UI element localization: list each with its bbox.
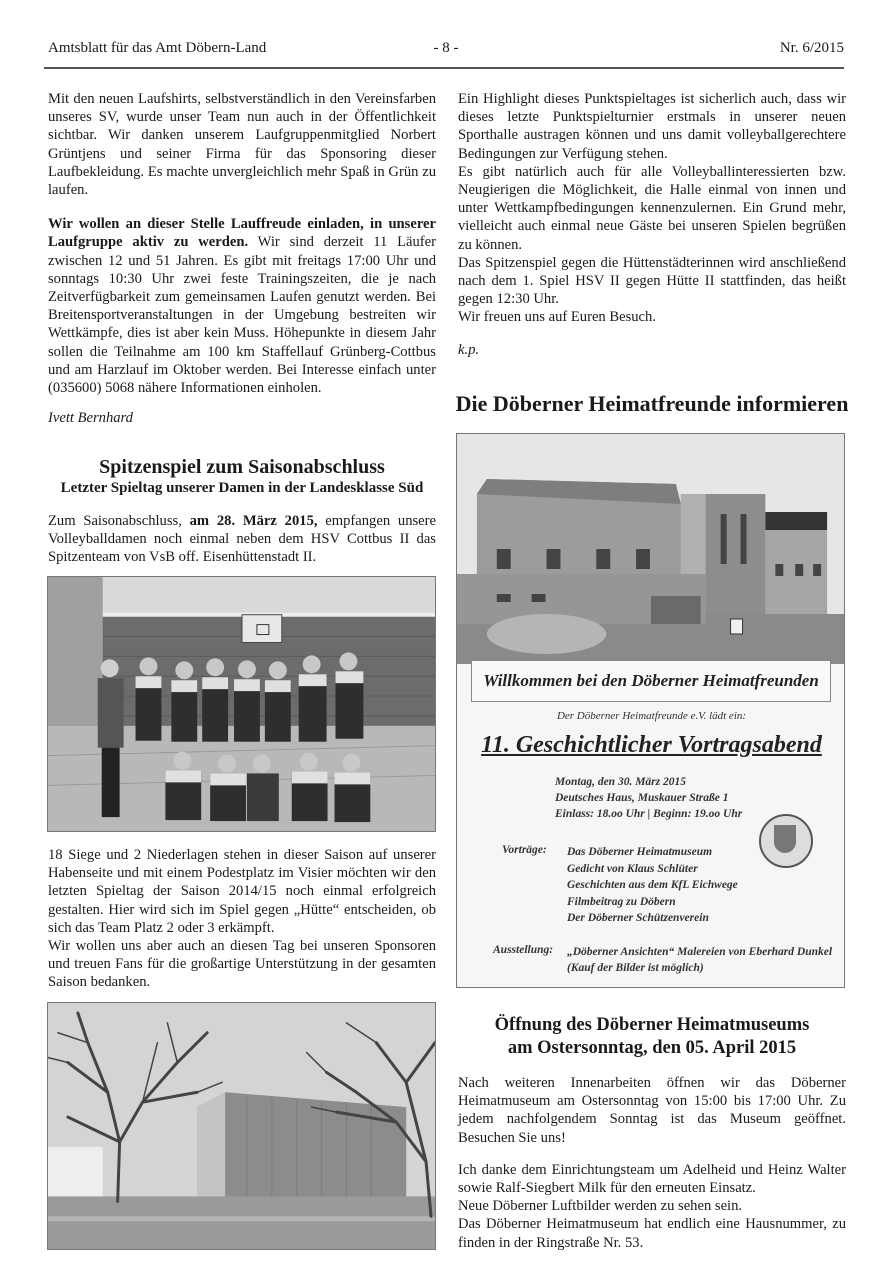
visitors-paragraph: Es gibt natürlich auch für alle Volleyballinteressierten bzw. Neugierigen die Möglichkeit, die Halle einmal von innen und unter Wettkampfbedingungen kennenzulernen. Ein Grund mehr, vielleicht auch einmal neue Gäste bei unseren Spielen begrüßen zu können. [458, 163, 846, 253]
article-subtitle: Letzter Spieltag unserer Damen in der Landesklasse Süd [60, 480, 424, 496]
section-title: Die Döberner Heimatfreunde informieren [455, 391, 849, 416]
flyer-talk: Filmbeitrag zu Döbern [567, 895, 676, 908]
flyer-talk: Gedicht von Klaus Schlüter [567, 862, 698, 875]
flyer-headline: 11. Geschichtlicher Vortragsabend [481, 732, 822, 758]
signature: Ivett Bernhard [48, 410, 133, 427]
intro-paragraph: Mit den neuen Laufshirts, selbstverständlich in den Vereinsfarben unseres SV, wurde unser Team nun auch in der Öffentlichkeit sichtbar. Wir danken unserem Laufgruppenmitglied Norbert Grüntjens und seiner Firma für das Sponsoring dieser Laufbekleidung. Es machte unvergleichlich mehr Spaß in Grün zu laufen. [48, 91, 436, 199]
flyer-talk: Geschichten aus dem KfL Eichwege [567, 879, 738, 891]
page-number: - 8 - [433, 40, 459, 56]
invite-paragraph [48, 215, 436, 397]
intro-start: Zum Saisonabschluss, [48, 513, 190, 529]
top-match-paragraph: Das Spitzenspiel gegen die Hüttenstädterinnen wird anschließend nach dem 1. Spiel HSV II gegen Hütte II stattfinden, das heißt gegen 12:30 Uhr. [458, 254, 846, 308]
museum-address-paragraph: Das Döberner Heimatmuseum hat endlich eine Hausnummer, zu finden in der Ringstraße Nr. 53. [458, 1216, 846, 1251]
museum-article [458, 1014, 846, 1252]
publication-title: Amtsblatt für das Amt Döbern-Land [48, 40, 267, 56]
flyer-exhibit-label: Ausstellung: [493, 944, 554, 956]
closing-line: Wir freuen uns auf Euren Besuch. [458, 309, 656, 326]
flyer-talk: Der Döberner Schützenverein [567, 912, 709, 924]
flyer-talks-list [567, 844, 738, 927]
sports-hall-photo [47, 1002, 436, 1250]
season-paragraph: 18 Siege und 2 Niederlagen stehen in dieser Saison auf unserer Habenseite und mit einem Podestplatz im Visier möchten wir den letzten Spieltag der Saison 2014/15 noch einmal erfolgreich gestalten. Hier wird sich im Spiel gegen „Hütte“ entscheiden, ob sich das Team Platz 2 oder 3 erkämpft. [48, 847, 436, 936]
intro-end: empfangen unsere Volleyballdamen noch einmal neben dem HSV Cottbus II das Spitzenteam von VsB off. Eisenhüttenstadt II. [48, 513, 436, 566]
flyer-banner: Willkommen bei den Döberner Heimatfreunden [471, 660, 831, 702]
invite-rest: Wir sind derzeit 11 Läufer zwischen 12 und 51 Jahren. Es gibt mit freitags 17:00 Uhr und sonntags 10:30 Uhr zwei feste Trainingszeiten, die je nach Zeitverfügbarkeit zum gemeinsamen Laufen genutzt werden. Bei Breitensportveranstaltungen in der Umgebung bestreiten wir Wettkämpfe, dies ist aber kein Muss. Höhepunkte in diesem Jahr sollen die Teilnahme am 100 km Staffellauf Grünberg-Cottbus und am Harzlauf im Oktober werden. Bei Interesse einfach unter (035600) 5068 nähere Informationen einholen. [48, 234, 437, 397]
volleyball-intro [48, 512, 436, 567]
flyer-talk: Das Döberner Heimatmuseum [567, 846, 713, 858]
article-title: Spitzenspiel zum Saisonabschluss [99, 456, 385, 478]
flyer-invite-line: Der Döberner Heimatfreunde e.V. lädt ein: [556, 710, 747, 722]
volleyball-article-cont [48, 846, 436, 992]
header-divider [44, 67, 844, 69]
page-header [48, 40, 844, 60]
museum-thanks-paragraph: Ich danke dem Einrichtungsteam um Adelheid und Heinz Walter sowie Ralf-Siegbert Milk für den erneuten Einsatz. [458, 1161, 846, 1197]
flyer-times: Einlass: 18.oo Uhr | Beginn: 19.oo Uhr [555, 808, 743, 820]
flyer-talks-label: Vorträge: [502, 844, 547, 856]
intro-date: am 28. März 2015, [189, 513, 318, 529]
museum-title-line2: am Ostersonntag, den 05. April 2015 [507, 1038, 797, 1058]
invite-bold: Wir wollen an dieser Stelle Lauffreude einladen, in unserer Laufgruppe aktiv zu werden. [48, 216, 436, 251]
thanks-paragraph: Wir wollen uns aber auch an diesen Tag bei unseren Sponsoren und treuen Fans für die großartige Unterstützung in der gesamten Saison bedanken. [48, 938, 436, 991]
volleyball-article [48, 455, 436, 567]
flyer-exhibit-title: „Döberner Ansichten“ Malereien von Eberhard Dunkel [567, 946, 833, 958]
club-emblem-icon [759, 814, 813, 868]
highlight-paragraph: Ein Highlight dieses Punktspieltages ist sicherlich auch, dass wir dieses letzte Punktspielturnier erstmals in unserer neuen Sporthalle austragen können und uns damit volleyballgerechtere Bedingungen zur Verfügung stehen. [458, 91, 846, 162]
issue-number: Nr. 6/2015 [779, 40, 844, 56]
signature-kp: k.p. [458, 341, 480, 358]
museum-title-line1: Öffnung des Döberner Heimatmuseums [494, 1015, 810, 1035]
museum-opening-paragraph: Nach weiteren Innenarbeiten öffnen wir das Döberner Heimatmuseum am Ostersonntag von 15:00 bis 17:00 Uhr. Zu jedem nachfolgendem Sonntag ist das Museum geöffnet. Besuchen Sie uns! [458, 1075, 846, 1146]
flyer-event-details [555, 774, 742, 822]
team-photo [47, 576, 436, 832]
heimatfreunde-flyer [456, 433, 845, 988]
running-group-article [48, 90, 436, 427]
flyer-date: Montag, den 30. März 2015 [555, 776, 686, 788]
flyer-exhibit [567, 944, 832, 976]
flyer-venue: Deutsches Haus, Muskauer Straße 1 [555, 792, 729, 804]
volleyball-article-right [458, 90, 846, 359]
flyer-exhibit-note: (Kauf der Bilder ist möglich) [567, 962, 704, 974]
museum-aerial-paragraph: Neue Döberner Luftbilder werden zu sehen sein. [458, 1198, 743, 1215]
